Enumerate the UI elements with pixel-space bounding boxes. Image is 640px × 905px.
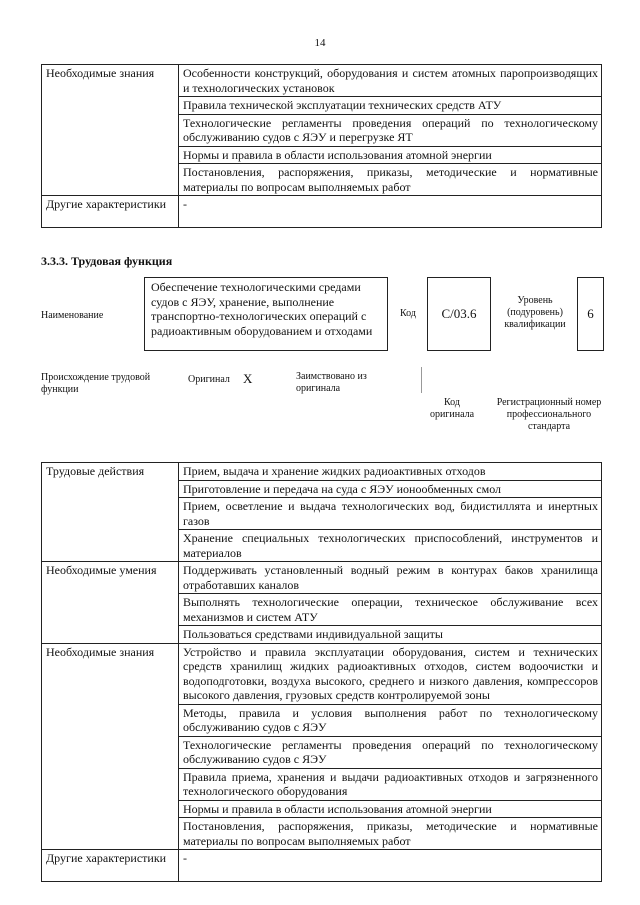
table-cell: Прием, выдача и хранение жидких радиоактивных отходов: [179, 463, 602, 481]
table-cell: Прием, осветление и выдача технологических вод, бидистиллята и инертных газов: [179, 498, 602, 530]
section-title: 3.3.3. Трудовая функция: [41, 254, 173, 268]
divider: [421, 367, 422, 393]
table-cell: Пользоваться средствами индивидуальной защиты: [179, 626, 602, 644]
table-cell: Особенности конструкций, оборудования и систем атомных паропроизводящих и технологических установок: [179, 65, 602, 97]
table-cell: Постановления, распоряжения, приказы, методические и нормативные материалы по вопросам выполняемых работ: [179, 818, 602, 850]
original-mark: X: [243, 371, 253, 386]
row-label: Другие характеристики: [42, 850, 179, 882]
knowledge-table-top: [41, 64, 602, 228]
origin-label: Происхождение трудовой функции: [41, 372, 151, 395]
table-cell: Хранение специальных технологических приспособлений, инструментов и материалов: [179, 530, 602, 562]
table-row: [42, 65, 602, 97]
table-row: [42, 643, 602, 704]
table-cell: Технологические регламенты проведения операций по технологическому обслуживанию судов с ЯЭУ и перегрузке ЯТ: [179, 114, 602, 146]
table-cell: Приготовление и передача на суда с ЯЭУ ионообменных смол: [179, 480, 602, 498]
table-cell: Технологические регламенты проведения операций по технологическому обслуживанию судов с ЯЭУ: [179, 736, 602, 768]
table-row: [42, 196, 602, 228]
table-cell: Нормы и правила в области использования атомной энергии: [179, 146, 602, 164]
table-cell: Методы, правила и условия выполнения работ по технологическому обслуживанию судов с ЯЭУ: [179, 704, 602, 736]
borrowed-label: Заимствовано из оригинала: [296, 371, 367, 394]
name-label: Наименование: [41, 310, 104, 321]
level-label: Уровень (подуровень) квалификации: [504, 295, 566, 330]
labor-function-table: [41, 462, 602, 882]
table-cell: -: [179, 196, 602, 228]
row-label: Необходимые знания: [42, 65, 179, 196]
page-number: 14: [314, 37, 326, 49]
table-row: [42, 562, 602, 594]
original-label: Оригинал: [188, 374, 230, 385]
table-cell: Постановления, распоряжения, приказы, методические и нормативные материалы по вопросам выполняемых работ: [179, 164, 602, 196]
function-name-box: Обеспечение технологическими средами судов с ЯЭУ, хранение, выполнение транспортно-технологических операций с радиоактивным оборудованием и отходами: [144, 277, 388, 351]
code-label: Код: [400, 308, 416, 319]
row-label: Трудовые действия: [42, 463, 179, 562]
code-original-label: Код оригинала: [429, 397, 475, 420]
table-row: [42, 850, 602, 882]
table-cell: Нормы и правила в области использования атомной энергии: [179, 800, 602, 818]
row-label: Другие характеристики: [42, 196, 179, 228]
row-label: Необходимые знания: [42, 643, 179, 850]
reg-number-label: Регистрационный номер профессионального стандарта: [496, 397, 602, 432]
table-row: [42, 463, 602, 481]
table-cell: Правила технической эксплуатации технических средств АТУ: [179, 97, 602, 115]
level-value: 6: [577, 277, 604, 351]
table-cell: Устройство и правила эксплуатации оборудования, систем и технических средств хранилищ жидких радиоактивных отходов, систем водоочистки и водоподготовки, воздуха высокого, среднего и низкого давления, компрессоров высокого давления, грузовых средств контролируемой зоны: [179, 643, 602, 704]
code-value: C/03.6: [427, 277, 491, 351]
table-cell: -: [179, 850, 602, 882]
table-cell: Правила приема, хранения и выдачи радиоактивных отходов и загрязненного технологического оборудования: [179, 768, 602, 800]
table-cell: Поддерживать установленный водный режим в контурах баков хранилища отработавших каналов: [179, 562, 602, 594]
row-label: Необходимые умения: [42, 562, 179, 644]
table-cell: Выполнять технологические операции, техническое обслуживание всех механизмов и систем АТУ: [179, 594, 602, 626]
